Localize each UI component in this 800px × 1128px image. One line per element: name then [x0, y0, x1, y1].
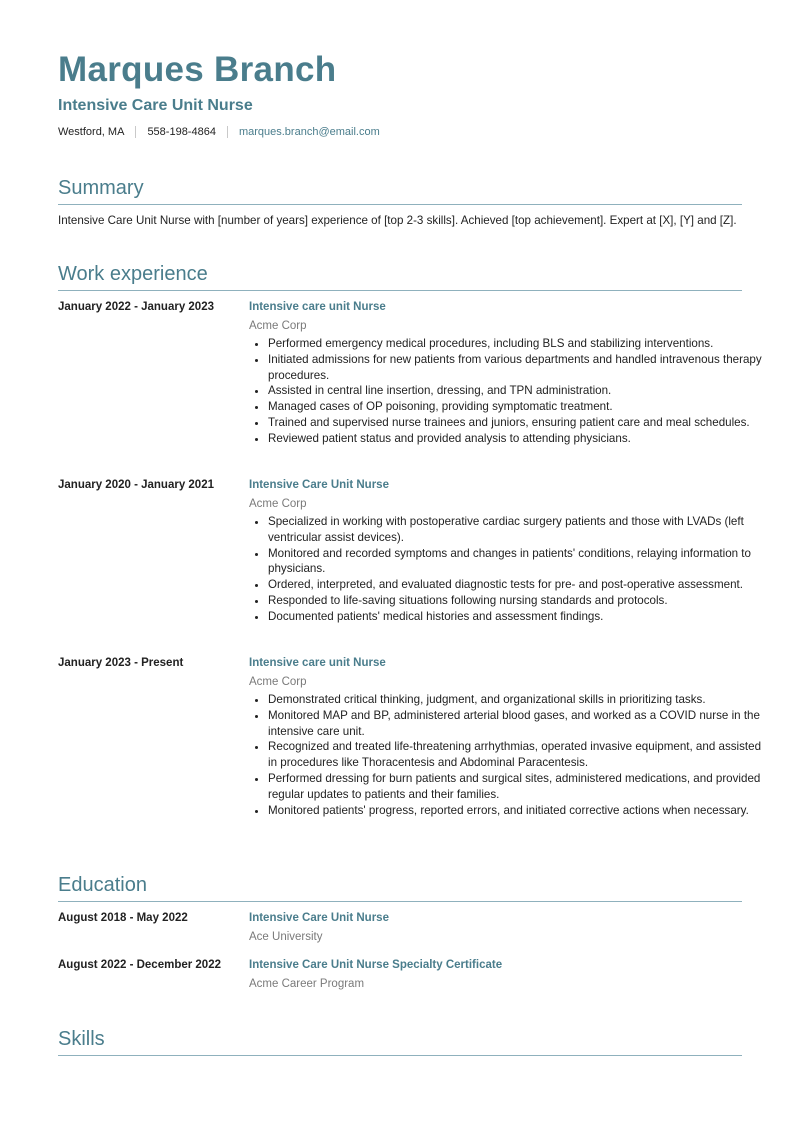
- work-entry-company: Acme Corp: [249, 320, 307, 332]
- summary-heading: Summary: [58, 175, 742, 205]
- bullet-item: • Performed dressing for burn patients and surgical sites, administered medications, and provided regular updates to patients and their families.: [268, 771, 762, 803]
- bullet-item: • Managed cases of OP poisoning, providing symptomatic treatment.: [268, 399, 762, 415]
- work-entry-bullets: [249, 692, 762, 818]
- work-entry-role: Intensive Care Unit Nurse: [249, 479, 389, 491]
- bullet-item: • Reviewed patient status and provided analysis to attending physicians.: [268, 431, 762, 447]
- contact-divider: [135, 126, 136, 138]
- bullet-item: • Monitored MAP and BP, administered arterial blood gases, and worked as a COVID nurse in the intensive care unit.: [268, 708, 762, 740]
- work-entry-bullets: [249, 514, 762, 625]
- work-entry-company: Acme Corp: [249, 676, 307, 688]
- bullet-item: • Performed emergency medical procedures, including BLS and stabilizing interventions.: [268, 336, 762, 352]
- work-entry-date: January 2022 - January 2023: [58, 301, 214, 313]
- work-entry-role: Intensive care unit Nurse: [249, 301, 386, 313]
- education-entry-degree: Intensive Care Unit Nurse: [249, 912, 389, 924]
- bullet-item: • Ordered, interpreted, and evaluated diagnostic tests for pre- and post-operative assessment.: [268, 577, 762, 593]
- work-entry-bullets: [249, 336, 762, 447]
- education-entry-date: August 2018 - May 2022: [58, 912, 188, 924]
- education-entry-school: Ace University: [249, 931, 323, 943]
- work-entry-date: January 2023 - Present: [58, 657, 184, 669]
- contact-info: [58, 124, 380, 140]
- work-experience-heading: Work experience: [58, 261, 742, 291]
- bullet-item: • Recognized and treated life-threatening arrhythmias, operated invasive equipment, and assisted in procedures like Thoracentesis and Abdominal Paracentesis.: [268, 739, 762, 771]
- work-entry-company: Acme Corp: [249, 498, 307, 510]
- education-heading: Education: [58, 872, 742, 902]
- candidate-title: Intensive Care Unit Nurse: [58, 97, 253, 114]
- bullet-item: • Demonstrated critical thinking, judgment, and organizational skills in prioritizing tasks.: [268, 692, 762, 708]
- email-link[interactable]: marques.branch@email.com: [238, 126, 380, 138]
- candidate-name: Marques Branch: [58, 50, 337, 89]
- phone-text: 558-198-4864: [147, 126, 216, 138]
- bullet-item: • Assisted in central line insertion, dressing, and TPN administration.: [268, 383, 762, 399]
- skills-heading: Skills: [58, 1026, 742, 1056]
- bullet-item: • Specialized in working with postoperative cardiac surgery patients and those with LVADs (left ventricular assist devices).: [268, 514, 762, 546]
- education-entry-date: August 2022 - December 2022: [58, 959, 221, 971]
- location-text: Westford, MA: [58, 126, 125, 138]
- bullet-item: • Initiated admissions for new patients from various departments and handled intravenous therapy procedures.: [268, 352, 762, 384]
- bullet-item: • Documented patients' medical histories and assessment findings.: [268, 609, 762, 625]
- work-entry-role: Intensive care unit Nurse: [249, 657, 386, 669]
- bullet-item: • Trained and supervised nurse trainees and juniors, ensuring patient care and meal schedules.: [268, 415, 762, 431]
- education-entry-school: Acme Career Program: [249, 978, 365, 990]
- contact-divider: [227, 126, 228, 138]
- bullet-item: • Monitored and recorded symptoms and changes in patients' conditions, relaying information to physicians.: [268, 546, 762, 578]
- summary-text: Intensive Care Unit Nurse with [number of years] experience of [top 2-3 skills]. Achieved [top achievement]. Expert at [X], [Y] and [Z].: [58, 214, 737, 227]
- work-entry-date: January 2020 - January 2021: [58, 479, 214, 491]
- bullet-item: • Responded to life-saving situations following nursing standards and protocols.: [268, 593, 762, 609]
- bullet-item: • Monitored patients' progress, reported errors, and initiated corrective actions when necessary.: [268, 803, 762, 819]
- education-entry-degree: Intensive Care Unit Nurse Specialty Certificate: [249, 959, 503, 971]
